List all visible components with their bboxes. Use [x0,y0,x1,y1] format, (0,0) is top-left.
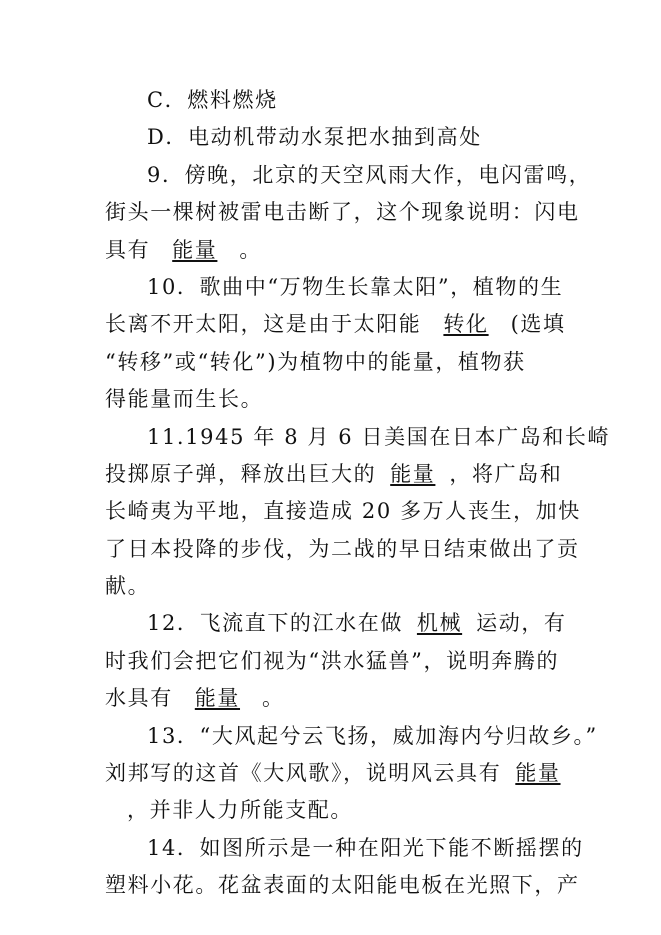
answer-text: 机械 [416,611,463,636]
question-12-line-1 [105,605,575,642]
question-11-text: 11.1945 年 8 月 6 日美国在日本广岛和长崎 [147,424,611,449]
question-12-text: 12．飞流直下的江水在做 [147,611,403,636]
question-11-line-2 [105,456,575,493]
question-13-line-3 [105,792,575,829]
question-13-text: 13．“大风起兮云飞扬，威加海内兮归故乡。” [147,723,598,748]
question-10-text: 得能量而生长。 [105,387,264,412]
question-9-text: 。 [239,237,263,262]
question-10-text: 10．歌曲中“万物生长靠太阳”，植物的生 [147,274,564,299]
question-14-text: 塑料小花。花盆表面的太阳能电板在光照下，产 [105,873,580,898]
answer-text: 能量 [194,686,241,711]
answer-text: 能量 [515,761,561,786]
document-body [105,82,611,905]
question-11-text: 献。 [105,574,151,599]
answer-text: 能量 [172,237,218,262]
question-14-text: 14．如图所示是一种在阳光下能不断摇摆的 [147,835,584,860]
answer-blank [421,312,510,336]
question-12-text: 水具有 [105,686,173,711]
option-c [105,82,575,119]
question-11-line-4 [105,531,580,568]
option-d [105,119,575,156]
answer-blank [173,686,262,710]
question-12-line-2 [105,643,575,680]
question-13-line-2 [105,755,575,792]
question-9-line-2 [105,194,580,231]
question-9-text: 具有 [105,237,151,262]
question-9-text: 街头一棵树被雷电击断了，这个现象说明：闪电 [105,200,580,225]
question-11-line-5 [105,568,575,605]
question-11-text: 了日本投降的步伐，为二战的早日结束做出了贡 [105,536,580,561]
question-11-text: 投掷原子弹，释放出巨大的 [105,461,377,486]
answer-text: 转化 [443,312,489,337]
question-11-line-1 [105,419,611,456]
answer-blank-continued [105,798,127,822]
question-12-text: 。 [262,686,285,711]
answer-blank [150,238,239,262]
question-12-text: 时我们会把它们视为“洪水猛兽”，说明奔腾的 [105,648,560,673]
question-9-line-3 [105,232,575,269]
question-10-line-4 [105,381,575,418]
question-10-text: “转移”或“转化”)为植物中的能量，植物获 [105,349,526,374]
question-10-line-1 [105,269,575,306]
question-12-line-3 [105,680,575,717]
question-9-text: 9．傍晚，北京的天空风雨大作，电闪雷鸣， [147,162,592,187]
answer-text: 能量 [390,461,436,486]
question-10-text: (选填 [510,312,566,337]
question-11-text: 长崎夷为平地，直接造成 20 多万人丧生，加快 [105,499,581,524]
answer-blank [403,611,476,635]
question-12-text: 运动，有 [476,611,567,636]
question-13-line-1 [105,718,598,755]
answer-blank [376,462,449,486]
option-c-text: C．燃料燃烧 [147,88,278,112]
question-10-line-3 [105,344,575,381]
question-14-line-2 [105,867,580,904]
answer-blank [501,761,560,785]
question-10-line-2 [105,306,575,343]
question-10-text: 长离不开太阳，这是由于太阳能 [105,312,422,337]
question-14-line-1 [105,830,584,867]
question-9-line-1 [105,157,592,194]
question-11-text: ，将广岛和 [449,461,563,486]
question-11-line-3 [105,493,581,530]
question-13-text: 刘邦写的这首《大风歌》，说明风云具有 [105,761,502,786]
option-d-text: D．电动机带动水泵把水抽到高处 [147,125,482,150]
question-13-text: ，并非人力所能支配。 [127,798,353,823]
